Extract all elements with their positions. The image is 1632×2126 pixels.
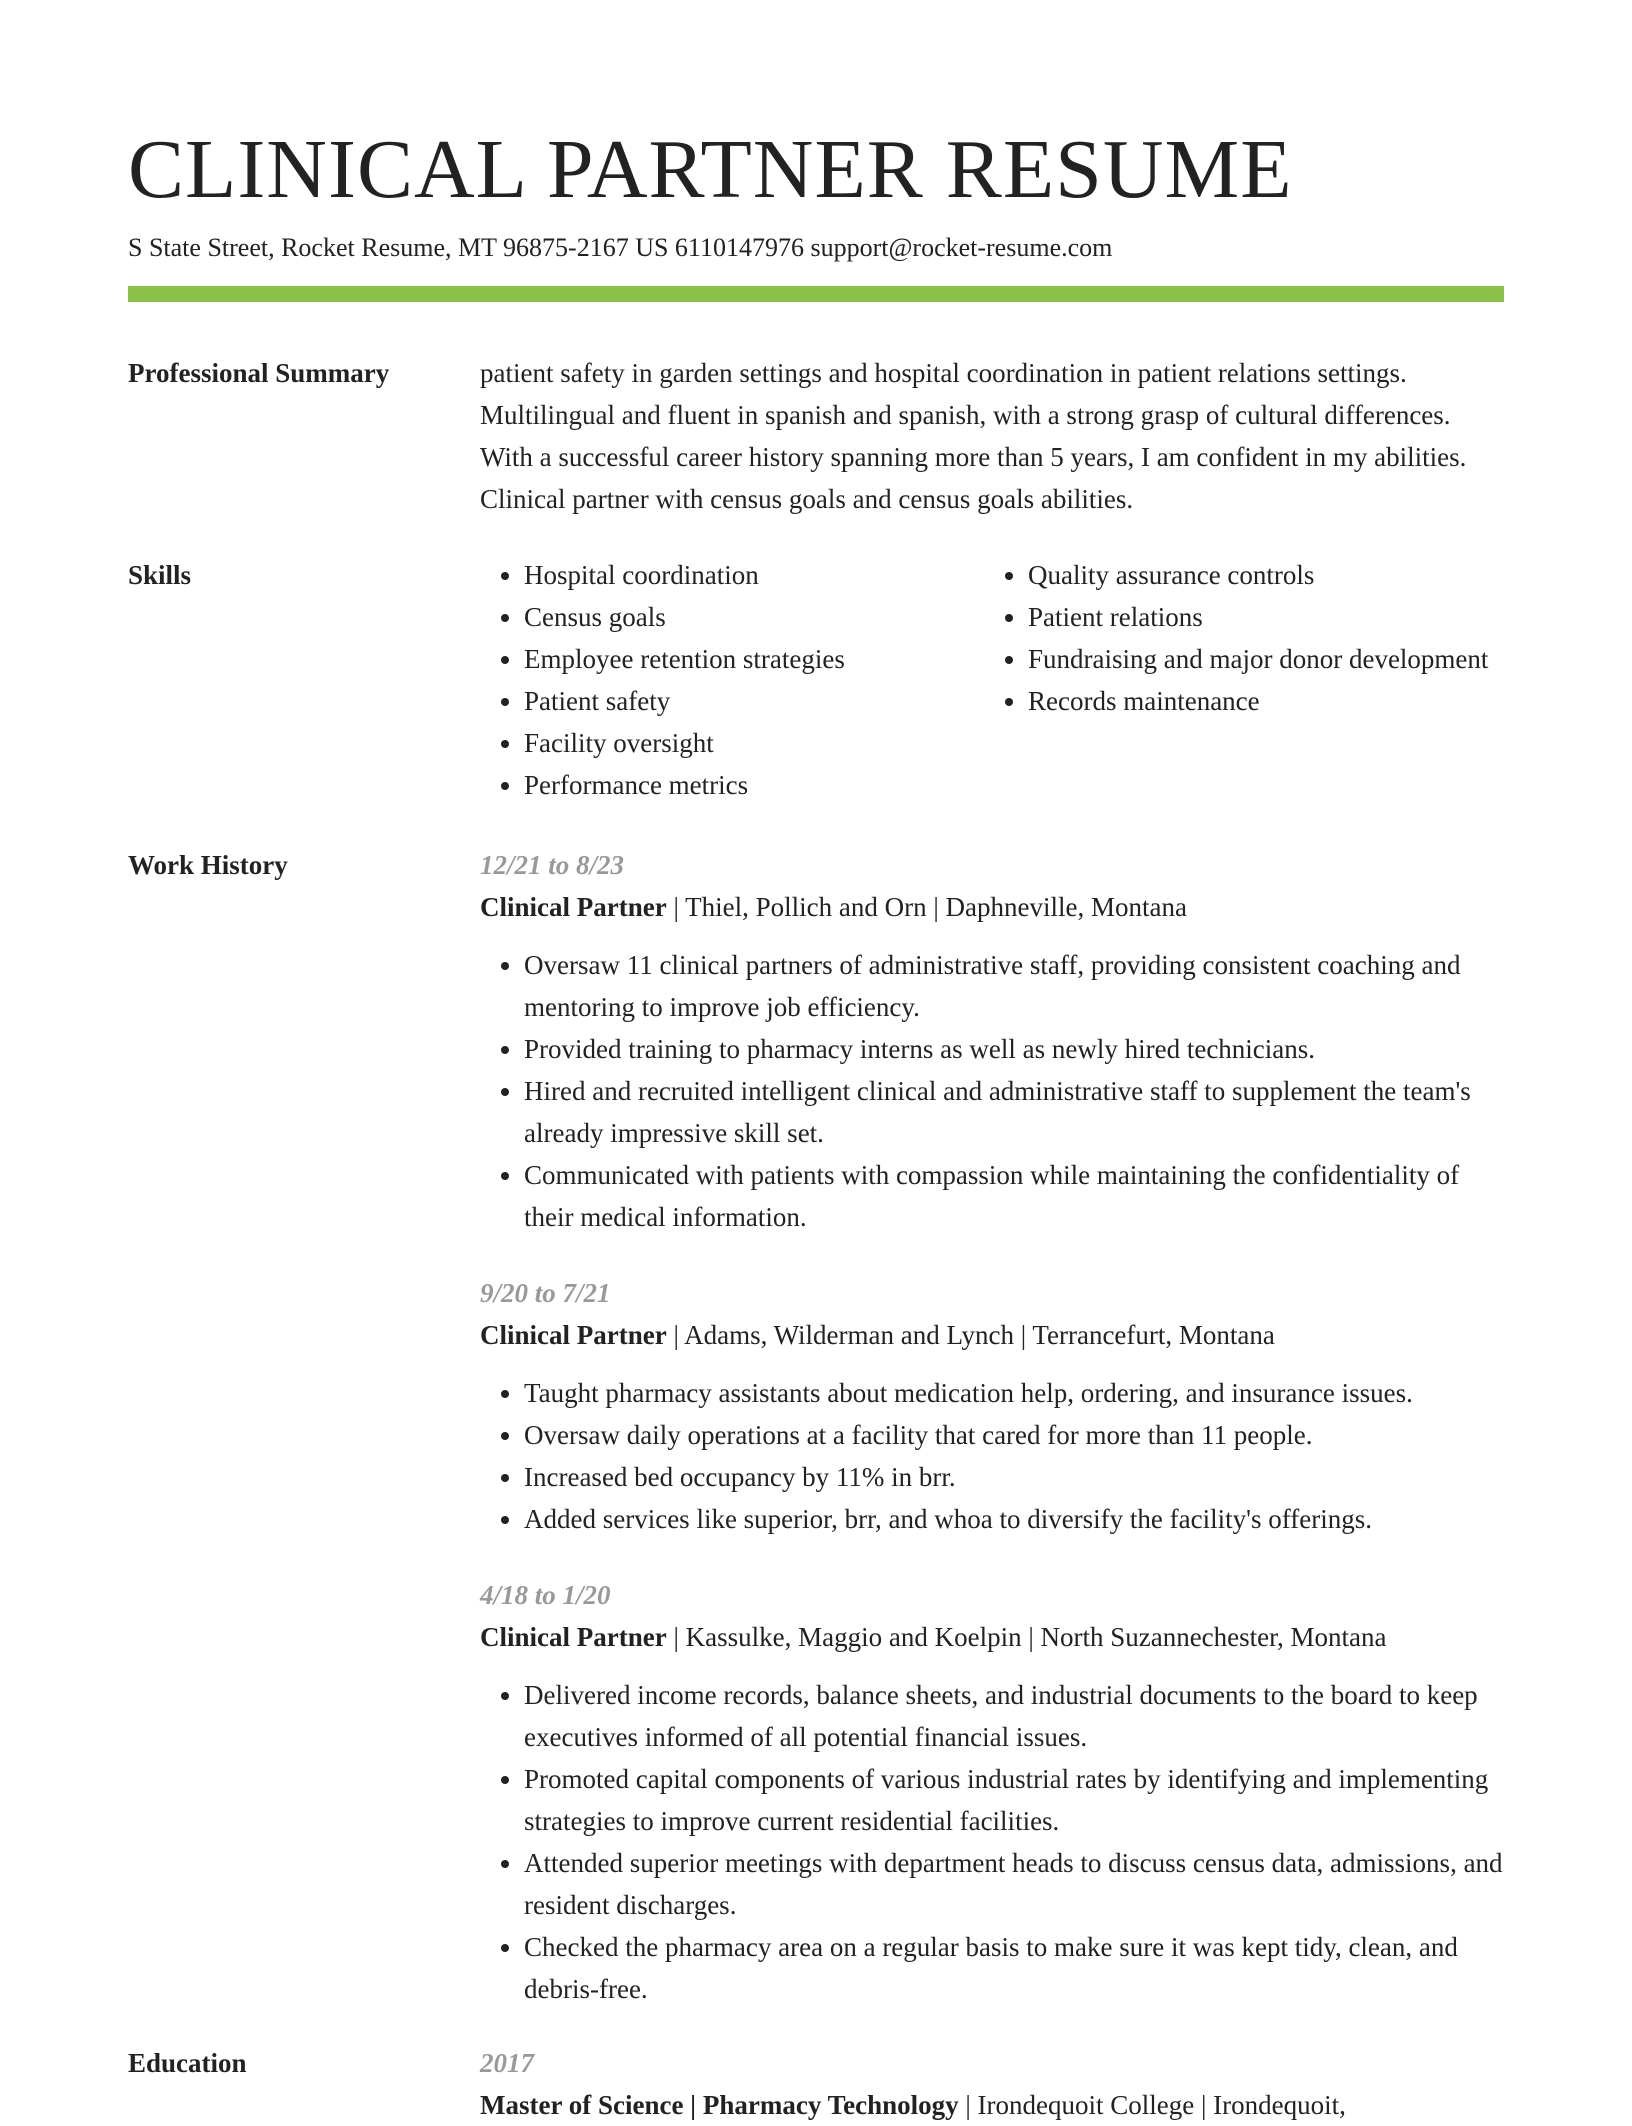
skills-list-right bbox=[984, 554, 1508, 806]
job-entry bbox=[480, 844, 1504, 1238]
duty-item: • Checked the pharmacy area on a regular basis to make sure it was kept tidy, clean, and debris-free. bbox=[524, 1926, 1504, 2010]
duty-item: • Promoted capital components of various industrial rates by identifying and implementing strategies to improve current residential facilities. bbox=[524, 1758, 1504, 1842]
summary-text: patient safety in garden settings and hospital coordination in patient relations settings. Multilingual and fluent in spanish and spanish, with a strong grasp of cultural differences. With a successful career history spanning more than 5 years, I am confident in my abilities. Clinical partner with census goals and census goals abilities. bbox=[480, 358, 1467, 514]
summary-heading: Professional Summary bbox=[128, 358, 390, 388]
job-employer: | Thiel, Pollich and Orn | Daphneville, Montana bbox=[666, 892, 1187, 922]
duty-item: • Attended superior meetings with department heads to discuss census data, admissions, and resident discharges. bbox=[524, 1842, 1504, 1926]
job-title: Clinical Partner bbox=[480, 1320, 667, 1350]
job-dates: 9/20 to 7/21 bbox=[480, 1278, 611, 1308]
resume-title: CLINICAL PARTNER RESUME bbox=[128, 123, 1293, 216]
education-heading-line bbox=[480, 2084, 1504, 2126]
education-heading: Education bbox=[128, 2048, 247, 2078]
skill-item: • Facility oversight bbox=[524, 722, 984, 764]
education-section bbox=[128, 2042, 1504, 2126]
duty-item: • Delivered income records, balance sheets, and industrial documents to the board to keep executives informed of all potential financial issues. bbox=[524, 1674, 1504, 1758]
contact-line: S State Street, Rocket Resume, MT 96875-2167 US 6110147976 support@rocket-resume.com bbox=[128, 233, 1113, 262]
duty-item: • Taught pharmacy assistants about medication help, ordering, and insurance issues. bbox=[524, 1372, 1504, 1414]
duty-item: • Oversaw 11 clinical partners of administrative staff, providing consistent coaching and mentoring to improve job efficiency. bbox=[524, 944, 1504, 1028]
job-heading bbox=[480, 886, 1504, 928]
skill-item: • Quality assurance controls bbox=[1028, 554, 1508, 596]
job-duties bbox=[480, 1674, 1504, 2010]
school: | Irondequoit College | Irondequoit, bbox=[958, 2090, 1346, 2120]
job-dates: 4/18 to 1/20 bbox=[480, 1580, 611, 1610]
skill-item: • Hospital coordination bbox=[524, 554, 984, 596]
work-history-section bbox=[128, 844, 1504, 2010]
skill-item: • Records maintenance bbox=[1028, 680, 1508, 722]
education-date: 2017 bbox=[480, 2048, 534, 2078]
job-duties bbox=[480, 1372, 1504, 1540]
duty-item: • Communicated with patients with compassion while maintaining the confidentiality of their medical information. bbox=[524, 1154, 1504, 1238]
job-heading bbox=[480, 1616, 1504, 1658]
duty-item: • Oversaw daily operations at a facility that cared for more than 11 people. bbox=[524, 1414, 1504, 1456]
degree: Master of Science | Pharmacy Technology bbox=[480, 2090, 959, 2120]
skill-item: • Employee retention strategies bbox=[524, 638, 984, 680]
skill-item: • Performance metrics bbox=[524, 764, 984, 806]
work-history-heading: Work History bbox=[128, 850, 288, 880]
job-title: Clinical Partner bbox=[480, 892, 667, 922]
duty-item: • Added services like superior, brr, and whoa to diversify the facility's offerings. bbox=[524, 1498, 1504, 1540]
skill-item: • Census goals bbox=[524, 596, 984, 638]
skill-item: • Fundraising and major donor development bbox=[1028, 638, 1508, 680]
job-duties bbox=[480, 944, 1504, 1238]
duty-item: • Provided training to pharmacy interns as well as newly hired technicians. bbox=[524, 1028, 1504, 1070]
skills-list-left bbox=[480, 554, 984, 806]
job-dates: 12/21 to 8/23 bbox=[480, 850, 625, 880]
skills-heading: Skills bbox=[128, 560, 192, 590]
accent-divider bbox=[128, 286, 1504, 302]
job-employer: | Kassulke, Maggio and Koelpin | North Suzannechester, Montana bbox=[666, 1622, 1387, 1652]
skill-item: • Patient safety bbox=[524, 680, 984, 722]
resume-page bbox=[128, 120, 1504, 2126]
job-entry bbox=[480, 1574, 1504, 2010]
duty-item: • Hired and recruited intelligent clinical and administrative staff to supplement the team's already impressive skill set. bbox=[524, 1070, 1504, 1154]
duty-item: • Increased bed occupancy by 11% in brr. bbox=[524, 1456, 1504, 1498]
skills-section bbox=[128, 554, 1504, 806]
summary-section bbox=[128, 352, 1504, 520]
job-entry bbox=[480, 1272, 1504, 1540]
job-employer: | Adams, Wilderman and Lynch | Terrancefurt, Montana bbox=[666, 1320, 1275, 1350]
job-title: Clinical Partner bbox=[480, 1622, 667, 1652]
skill-item: • Patient relations bbox=[1028, 596, 1508, 638]
job-heading bbox=[480, 1314, 1504, 1356]
